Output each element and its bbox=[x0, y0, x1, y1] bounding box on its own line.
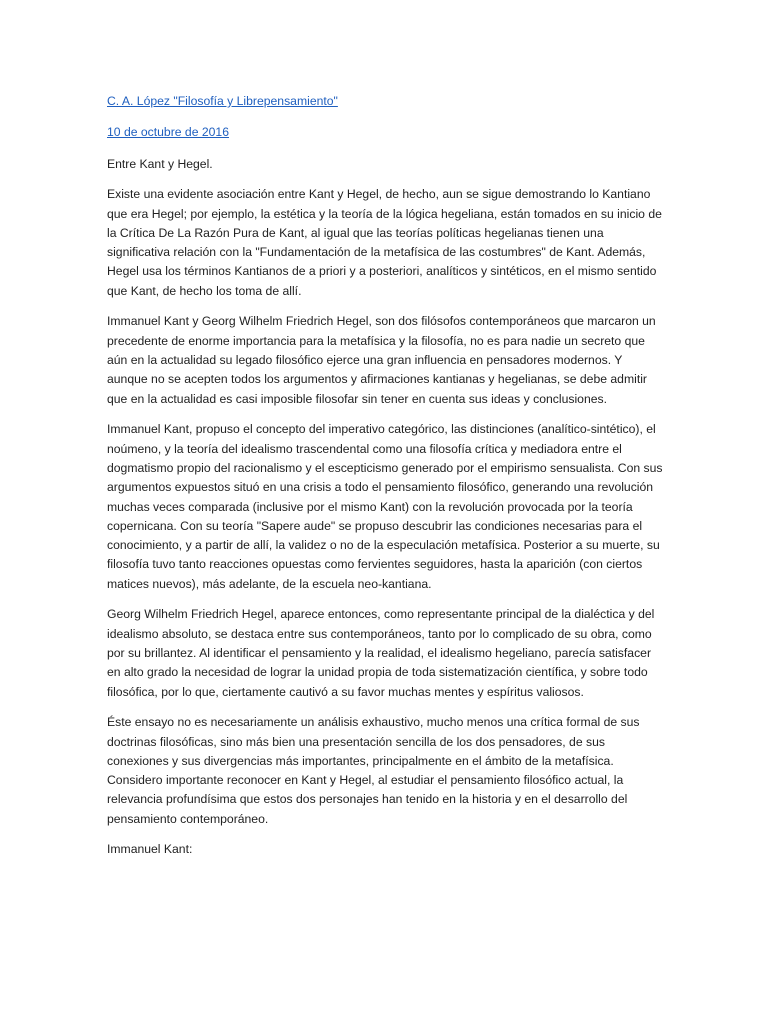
document-page bbox=[107, 92, 665, 871]
paragraph-2: Immanuel Kant y Georg Wilhelm Friedrich Hegel, son dos filósofos contemporáneos que marcaron un precedente de enorme importancia para la metafísica y la filosofía, no es para nadie un secreto que aún en la actualidad su legado filosófico ejerce una gran influencia en pensadores modernos. Y aunque no se acepten todos los argumentos y afirmaciones kantianas y hegelianas, se debe admitir que en la actualidad es casi imposible filosofar sin tener en cuenta sus ideas y conclusiones. bbox=[107, 314, 656, 406]
section-heading: Immanuel Kant: bbox=[107, 842, 193, 857]
paragraph-3: Immanuel Kant, propuso el concepto del imperativo categórico, las distinciones (analítico-sintético), el noúmeno, y la teoría del idealismo trascendental como una filosofía crítica y mediadora entre el dogmatismo propio del racionalismo y el escepticismo generado por el empirismo sensualista. Con sus argumentos expuestos situó en una crisis a todo el pensamiento filosófico, generando una revolución muchas veces comparada (inclusive por el mismo Kant) con la revolución provocada por la teoría copernicana. Con su teoría "Sapere aude" se propuso descubrir las condiciones necesarias para el conocimiento, y a partir de allí, la validez o no de la especulación metafísica. Posterior a su muerte, su filosofía tuvo tanto reacciones opuestas como fervientes seguidores, hasta la aparición (con ciertos matices nuevos), más adelante, de la escuela neo-kantiana. bbox=[107, 422, 663, 591]
paragraph-1: Existe una evidente asociación entre Kant y Hegel, de hecho, aun se sigue demostrando lo Kantiano que era Hegel; por ejemplo, la estética y la teoría de la lógica hegeliana, están tomados en su inicio de la Crítica De La Razón Pura de Kant, al igual que las teorías políticas hegelianas tienen una significativa relación con la "Fundamentación de la metafísica de las costumbres" de Kant. Además, Hegel usa los términos Kantianos de a priori y a posteriori, analíticos y sintéticos, en el mismo sentido que Kant, de hecho los toma de allí. bbox=[107, 187, 662, 298]
paragraph-5: Éste ensayo no es necesariamente un análisis exhaustivo, mucho menos una crítica formal de sus doctrinas filosóficas, sino más bien una presentación sencilla de los dos pensadores, de sus conexiones y sus divergencias más importantes, principalmente en el ámbito de la metafísica. Considero importante reconocer en Kant y Hegel, al estudiar el pensamiento filosófico actual, la relevancia profundísima que estos dos personajes han tenido en la historia y en el desarrollo del pensamiento contemporáneo. bbox=[107, 715, 640, 826]
author-link[interactable]: C. A. López "Filosofía y Librepensamiento" bbox=[107, 94, 338, 108]
paragraph-4: Georg Wilhelm Friedrich Hegel, aparece entonces, como representante principal de la dialéctica y del idealismo absoluto, se destaca entre sus contemporáneos, tanto por lo complicado de su obra, como por su brillantez. Al identificar el pensamiento y la realidad, el idealismo hegeliano, parecía satisfacer en alto grado la necesidad de lograr la unidad propia de toda sistematización científica, y sobre todo filosófica, por lo que, ciertamente cautivó a su favor muchas mentes y espíritus valiosos. bbox=[107, 607, 655, 699]
document-title: Entre Kant y Hegel. bbox=[107, 156, 213, 171]
date-link[interactable]: 10 de octubre de 2016 bbox=[107, 125, 229, 140]
